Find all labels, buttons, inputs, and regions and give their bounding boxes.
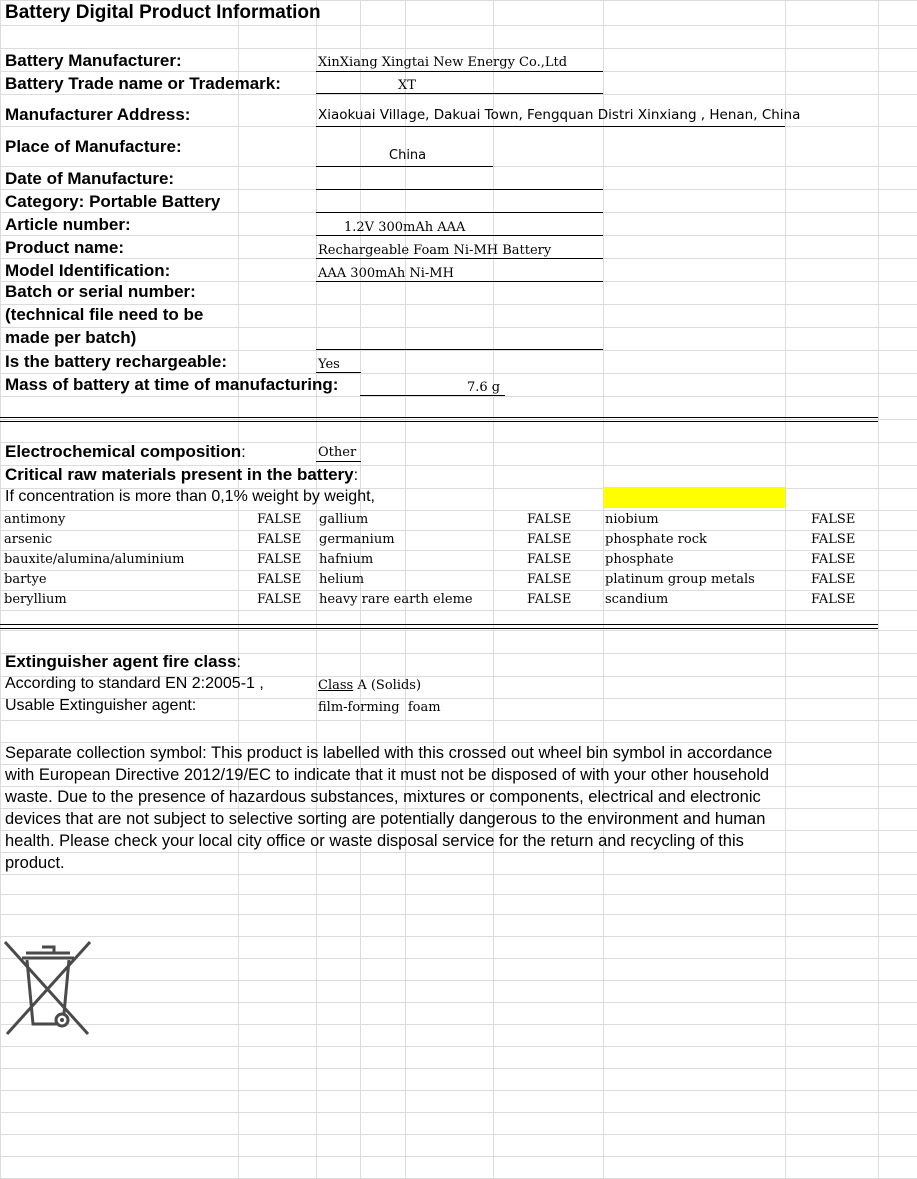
model-underline bbox=[316, 281, 603, 282]
material-value[interactable]: FALSE bbox=[811, 532, 856, 547]
material-value[interactable]: FALSE bbox=[257, 532, 302, 547]
material-value[interactable]: FALSE bbox=[257, 592, 302, 607]
crossed-out-wheelie-bin-icon bbox=[2, 938, 94, 1038]
model-value[interactable]: AAA 300mAh Ni-MH bbox=[318, 266, 454, 281]
mass-value[interactable]: 7.6 g bbox=[467, 380, 501, 395]
material-name: antimony bbox=[4, 512, 66, 527]
disposal-paragraph: Separate collection symbol: This product is labelled with this crossed out wheel bin symbol in accordance with European Directive 2012/19/EC to indicate that it must not be disposed of with your other household waste. Due to the presence of hazardous substances, mixtures or components, electrical and electronic devices that are not subject to selective sorting are potentially dangerous to the environment and human health. Please check your local city office or waste disposal service for the return and recycling of this product. bbox=[5, 744, 773, 872]
material-value[interactable]: FALSE bbox=[527, 552, 572, 567]
critical-materials-label: Critical raw materials present in the battery: bbox=[5, 465, 359, 484]
section-divider-1 bbox=[0, 417, 878, 422]
manufacturer-value[interactable]: XinXiang Xingtai New Energy Co.,Ltd bbox=[318, 55, 568, 70]
address-value[interactable]: Xiaokuai Village, Dakuai Town, Fengquan Distri Xinxiang , Henan, China bbox=[318, 107, 801, 123]
mass-underline bbox=[360, 395, 505, 396]
material-name: helium bbox=[319, 572, 365, 587]
material-name: beryllium bbox=[4, 592, 67, 607]
address-label: Manufacturer Address: bbox=[5, 105, 191, 124]
material-name: phosphate rock bbox=[605, 532, 707, 547]
material-name: germanium bbox=[319, 532, 395, 547]
material-value[interactable]: FALSE bbox=[527, 512, 572, 527]
material-name: arsenic bbox=[4, 532, 53, 547]
material-value[interactable]: FALSE bbox=[257, 572, 302, 587]
material-value[interactable]: FALSE bbox=[527, 592, 572, 607]
article-underline bbox=[316, 235, 603, 236]
composition-underline bbox=[316, 461, 361, 462]
page-title: Battery Digital Product Information bbox=[5, 2, 321, 23]
trade-label: Battery Trade name or Trademark: bbox=[5, 74, 281, 93]
trade-underline bbox=[316, 93, 603, 94]
composition-label: Electrochemical composition: bbox=[5, 442, 246, 461]
material-value[interactable]: FALSE bbox=[811, 512, 856, 527]
highlight-cell bbox=[603, 487, 785, 508]
material-name: niobium bbox=[605, 512, 659, 527]
category-label: Category: Portable Battery bbox=[5, 192, 221, 211]
material-value[interactable]: FALSE bbox=[527, 532, 572, 547]
trade-value[interactable]: XT bbox=[398, 78, 416, 93]
address-underline bbox=[316, 126, 785, 127]
product-value[interactable]: Rechargeable Foam Ni-MH Battery bbox=[318, 243, 552, 258]
material-name: heavy rare earth eleme bbox=[319, 592, 473, 607]
rechargeable-value[interactable]: Yes bbox=[318, 357, 340, 372]
material-name: bartye bbox=[4, 572, 47, 587]
composition-value[interactable]: Other bbox=[318, 445, 357, 460]
category-underline bbox=[316, 212, 603, 213]
batch-label-line-1: Batch or serial number: bbox=[5, 282, 196, 301]
material-name: scandium bbox=[605, 592, 669, 607]
material-name: hafnium bbox=[319, 552, 374, 567]
rechargeable-underline bbox=[316, 372, 361, 373]
material-name: gallium bbox=[319, 512, 369, 527]
date-underline bbox=[316, 189, 603, 190]
material-value[interactable]: FALSE bbox=[811, 552, 856, 567]
batch-underline bbox=[316, 349, 603, 350]
material-name: bauxite/alumina/aluminium bbox=[4, 552, 185, 567]
material-value[interactable]: FALSE bbox=[811, 592, 856, 607]
extinguisher-title: Extinguisher agent fire class: bbox=[5, 652, 241, 671]
standard-value[interactable]: Class A (Solids) bbox=[318, 678, 422, 693]
material-name: phosphate bbox=[605, 552, 674, 567]
article-label: Article number: bbox=[5, 215, 131, 234]
material-value[interactable]: FALSE bbox=[257, 552, 302, 567]
batch-label-line-2: (technical file need to be bbox=[5, 305, 204, 324]
product-label: Product name: bbox=[5, 238, 125, 257]
material-value[interactable]: FALSE bbox=[257, 512, 302, 527]
standard-label: According to standard EN 2:2005-1 , bbox=[5, 675, 264, 692]
place-value[interactable]: China bbox=[389, 148, 427, 163]
product-underline bbox=[316, 258, 603, 259]
material-value[interactable]: FALSE bbox=[527, 572, 572, 587]
place-label: Place of Manufacture: bbox=[5, 137, 182, 156]
agent-label: Usable Extinguisher agent: bbox=[5, 697, 197, 714]
article-value[interactable]: 1.2V 300mAh AAA bbox=[344, 220, 466, 235]
mass-label: Mass of battery at time of manufacturing: bbox=[5, 375, 339, 394]
model-label: Model Identification: bbox=[5, 261, 171, 280]
agent-value[interactable]: film-forming foam bbox=[318, 700, 441, 715]
manufacturer-underline bbox=[316, 71, 603, 72]
rechargeable-label: Is the battery rechargeable: bbox=[5, 352, 228, 371]
date-label: Date of Manufacture: bbox=[5, 169, 175, 188]
manufacturer-label: Battery Manufacturer: bbox=[5, 51, 182, 70]
concentration-note: If concentration is more than 0,1% weight by weight, bbox=[5, 488, 375, 505]
section-divider-2 bbox=[0, 624, 878, 629]
batch-label-line-3: made per batch) bbox=[5, 328, 137, 347]
material-name: platinum group metals bbox=[605, 572, 755, 587]
material-value[interactable]: FALSE bbox=[811, 572, 856, 587]
place-underline bbox=[316, 166, 493, 167]
